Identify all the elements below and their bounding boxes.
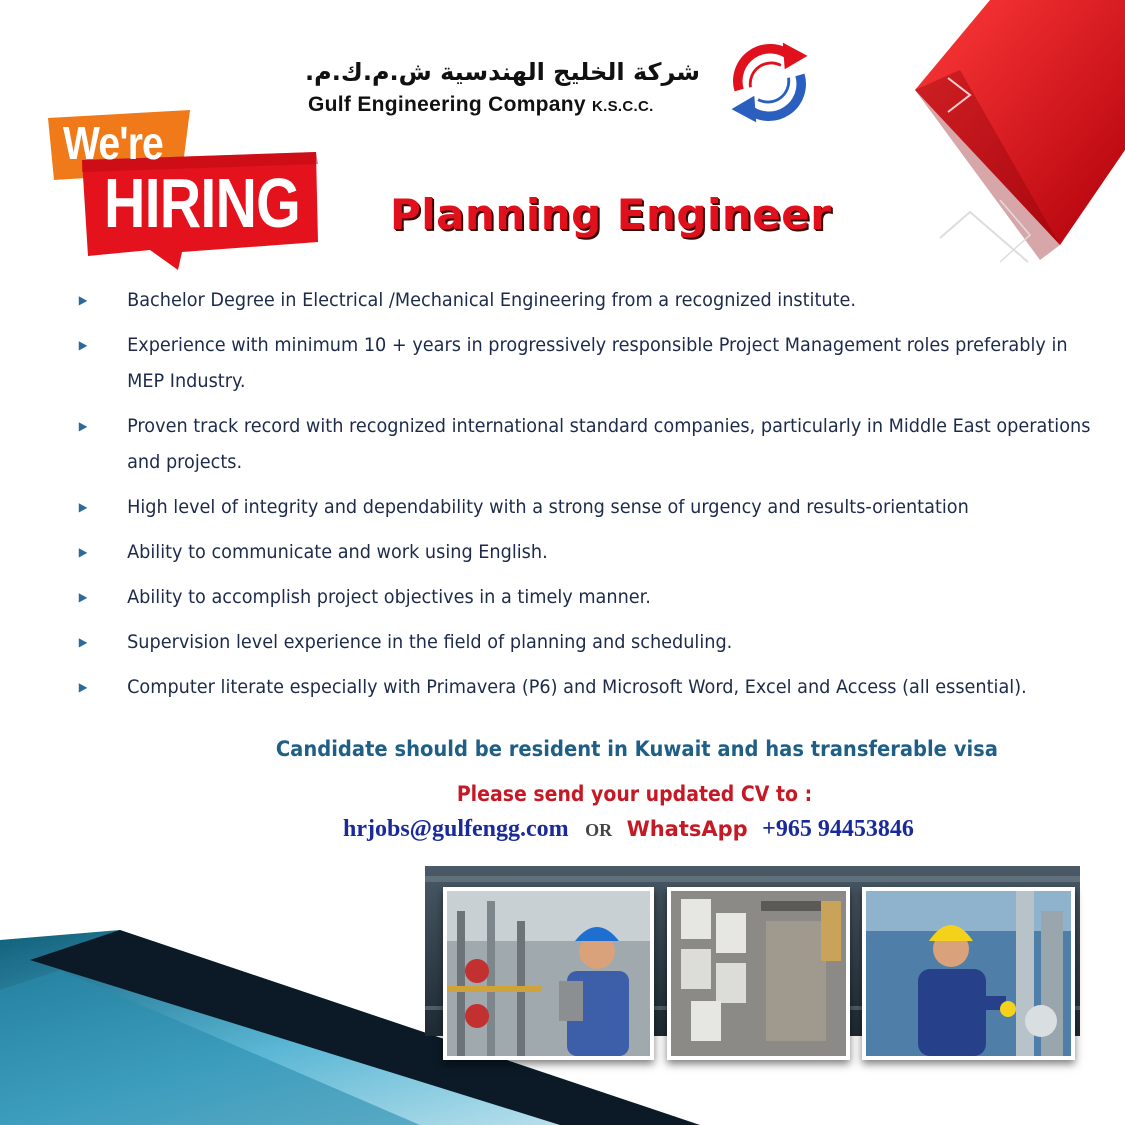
requirement-item [75,408,1094,480]
bullet-triangle-icon: ▶ [78,338,88,352]
corner-decoration-red [900,0,1125,270]
photo-technician-pipes-image [866,891,1071,1056]
company-suffix: K.S.C.C. [592,98,654,115]
bullet-triangle-icon: ▶ [78,293,88,307]
requirement-text: Experience with minimum 10 + years in progressively responsible Project Management roles preferably in MEP Industry. [127,334,1068,392]
requirement-text: Supervision level experience in the field of planning and scheduling. [127,631,733,653]
company-name-arabic: شركة الخليج الهندسية ش.م.ك.م. [305,58,700,86]
requirement-item [75,327,1094,399]
badge-line-hiring: HIRING [104,164,300,242]
company-name-english [308,93,654,117]
requirement-text: Computer literate especially with Primavera (P6) and Microsoft Word, Excel and Access (all essential). [127,676,1027,698]
bullet-triangle-icon: ▶ [78,500,88,514]
email-link[interactable]: hrjobs@gulfengg.com [343,816,569,842]
requirement-item [75,669,1094,705]
requirement-item [75,282,1094,318]
photo-engineer-valves [443,887,654,1060]
whatsapp-label: WhatsApp [626,817,748,841]
requirements-list [75,282,1091,714]
requirement-text: Bachelor Degree in Electrical /Mechanical Engineering from a recognized institute. [127,289,856,311]
requirement-item [75,534,1094,570]
requirement-item [75,624,1094,660]
photo-rooftop-hvac-image [671,891,846,1056]
company-name-english-text: Gulf Engineering Company [308,93,586,116]
requirement-item [75,579,1094,615]
gulf-engineering-logo-mark-icon [722,35,817,130]
photo-engineer-valves-image [447,891,650,1056]
bullet-triangle-icon: ▶ [78,635,88,649]
photo-rooftop-hvac [667,887,850,1060]
bullet-triangle-icon: ▶ [78,680,88,694]
or-separator: OR [585,820,613,840]
bullet-triangle-icon: ▶ [78,419,88,433]
requirement-text: Ability to communicate and work using English. [127,541,548,563]
job-title: Planning Engineer [390,190,832,239]
requirement-text: Ability to accomplish project objectives in a timely manner. [127,586,651,608]
send-cv-instruction: Please send your updated CV to : [456,782,813,806]
bullet-triangle-icon: ▶ [78,545,88,559]
photo-technician-pipes [862,887,1075,1060]
bullet-triangle-icon: ▶ [78,590,88,604]
contact-line [343,816,914,843]
requirement-item [75,489,1094,525]
requirement-text: Proven track record with recognized international standard companies, particularly in Middle East operations and projects. [127,415,1091,473]
whatsapp-number[interactable]: +965 94453846 [762,816,914,842]
requirement-text: High level of integrity and dependability with a strong sense of urgency and results-orientation [127,496,969,518]
badge-line-were: We're [63,117,163,169]
visa-note: Candidate should be resident in Kuwait and has transferable visa [275,737,998,761]
